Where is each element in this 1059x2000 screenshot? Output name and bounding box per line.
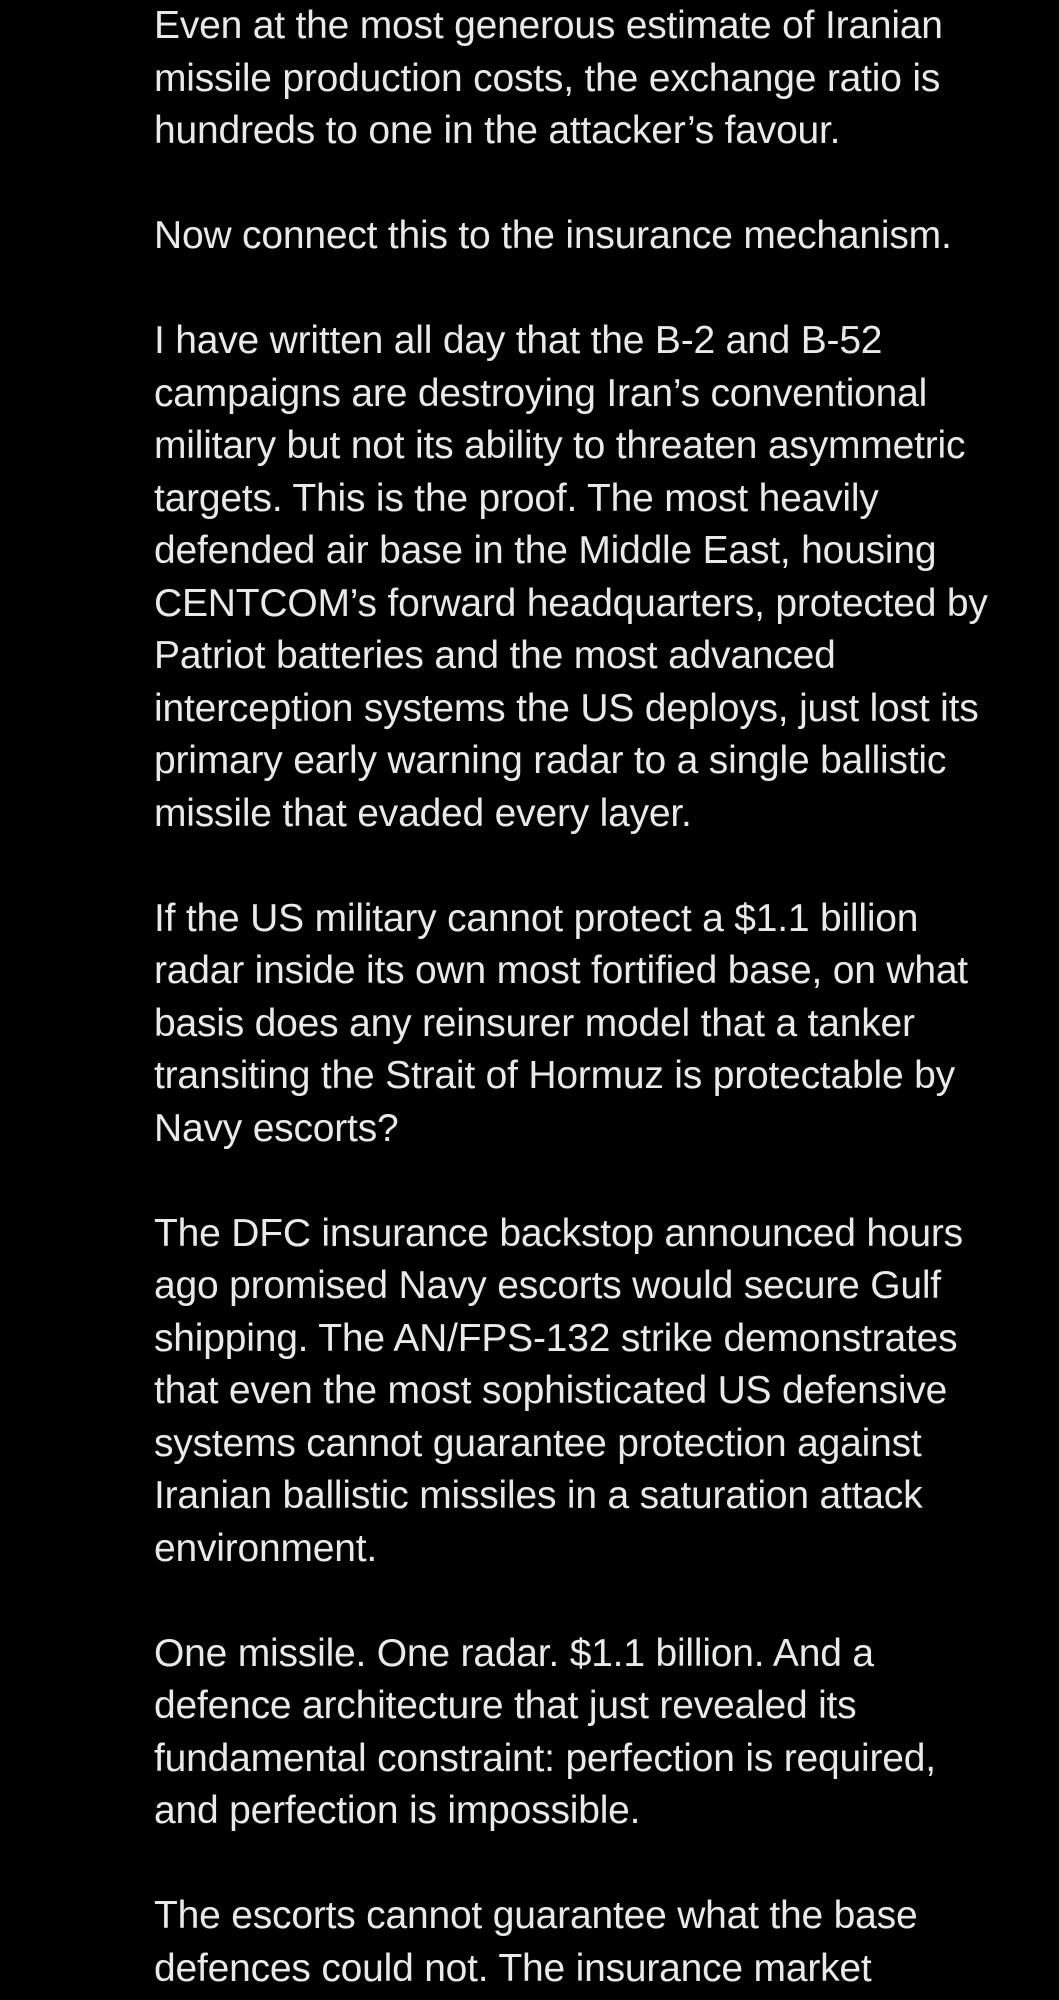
text-line: Now connect this to the insurance mechanism. [154, 214, 952, 257]
paragraph-spacer [154, 1155, 1044, 1208]
text-line: Even at the most generous estimate of Iranian [154, 4, 943, 47]
text-line: basis does any reinsurer model that a tanker [154, 1001, 915, 1045]
paragraph-exchange-ratio [154, 0, 1044, 158]
text-line: CENTCOM’s forward headquarters, protected by [154, 581, 988, 625]
text-line: One missile. One radar. $1.1 billion. And a [154, 1631, 874, 1675]
text-line: shipping. The AN/FPS-132 strike demonstrates [154, 1316, 958, 1360]
text-line: defences could not. The insurance market [154, 1946, 872, 1990]
paragraph-one-missile [154, 1628, 1044, 1838]
text-line: campaigns are destroying Iran’s conventional [154, 371, 928, 415]
text-line: missile that evaded every layer. [154, 791, 692, 835]
paragraph-spacer [154, 1838, 1044, 1891]
text-line: that even the most sophisticated US defensive [154, 1369, 948, 1412]
text-line: transiting the Strait of Hormuz is protectable by [154, 1054, 955, 1097]
text-line: fundamental constraint: perfection is required, [154, 1736, 936, 1780]
text-line: Iranian ballistic missiles in a saturation attack [154, 1474, 923, 1517]
paragraph-spacer [154, 263, 1044, 316]
text-line: interception systems the US deploys, just lost its [154, 686, 979, 730]
text-line: The DFC insurance backstop announced hours [154, 1211, 963, 1255]
paragraph-spacer [154, 840, 1044, 893]
text-line: Patriot batteries and the most advanced [154, 634, 836, 677]
paragraph-spacer [154, 1575, 1044, 1628]
text-line: primary early warning radar to a single ballistic [154, 739, 947, 782]
text-line: defended air base in the Middle East, housing [154, 529, 937, 572]
paragraph-spacer [154, 158, 1044, 211]
text-line: environment. [154, 1526, 378, 1570]
text-line: If the US military cannot protect a $1.1 billion [154, 896, 919, 940]
text-line: systems cannot guarantee protection against [154, 1421, 922, 1465]
paragraph-reinsurer-question [154, 893, 1044, 1156]
text-line: The escorts cannot guarantee what the base [154, 1894, 918, 1937]
post-text-body [154, 0, 1044, 1995]
text-line: missile production costs, the exchange ratio is [154, 56, 941, 100]
paragraph-dfc-backstop [154, 1208, 1044, 1576]
text-line: hundreds to one in the attacker’s favour. [154, 109, 841, 152]
text-line: military but not its ability to threaten asymmetric [154, 424, 966, 467]
paragraph-proof [154, 315, 1044, 840]
text-line: defence architecture that just revealed its [154, 1684, 857, 1727]
text-line: ago promised Navy escorts would secure Gulf [154, 1264, 941, 1307]
text-line: and perfection is impossible. [154, 1789, 641, 1832]
paragraph-escorts [154, 1890, 1044, 1995]
text-line: radar inside its own most fortified base, on what [154, 949, 968, 992]
paragraph-insurance-mechanism [154, 210, 1044, 263]
text-line: targets. This is the proof. The most heavily [154, 476, 879, 520]
text-line: Navy escorts? [154, 1106, 399, 1150]
text-line: I have written all day that the B-2 and B-52 [154, 319, 883, 362]
